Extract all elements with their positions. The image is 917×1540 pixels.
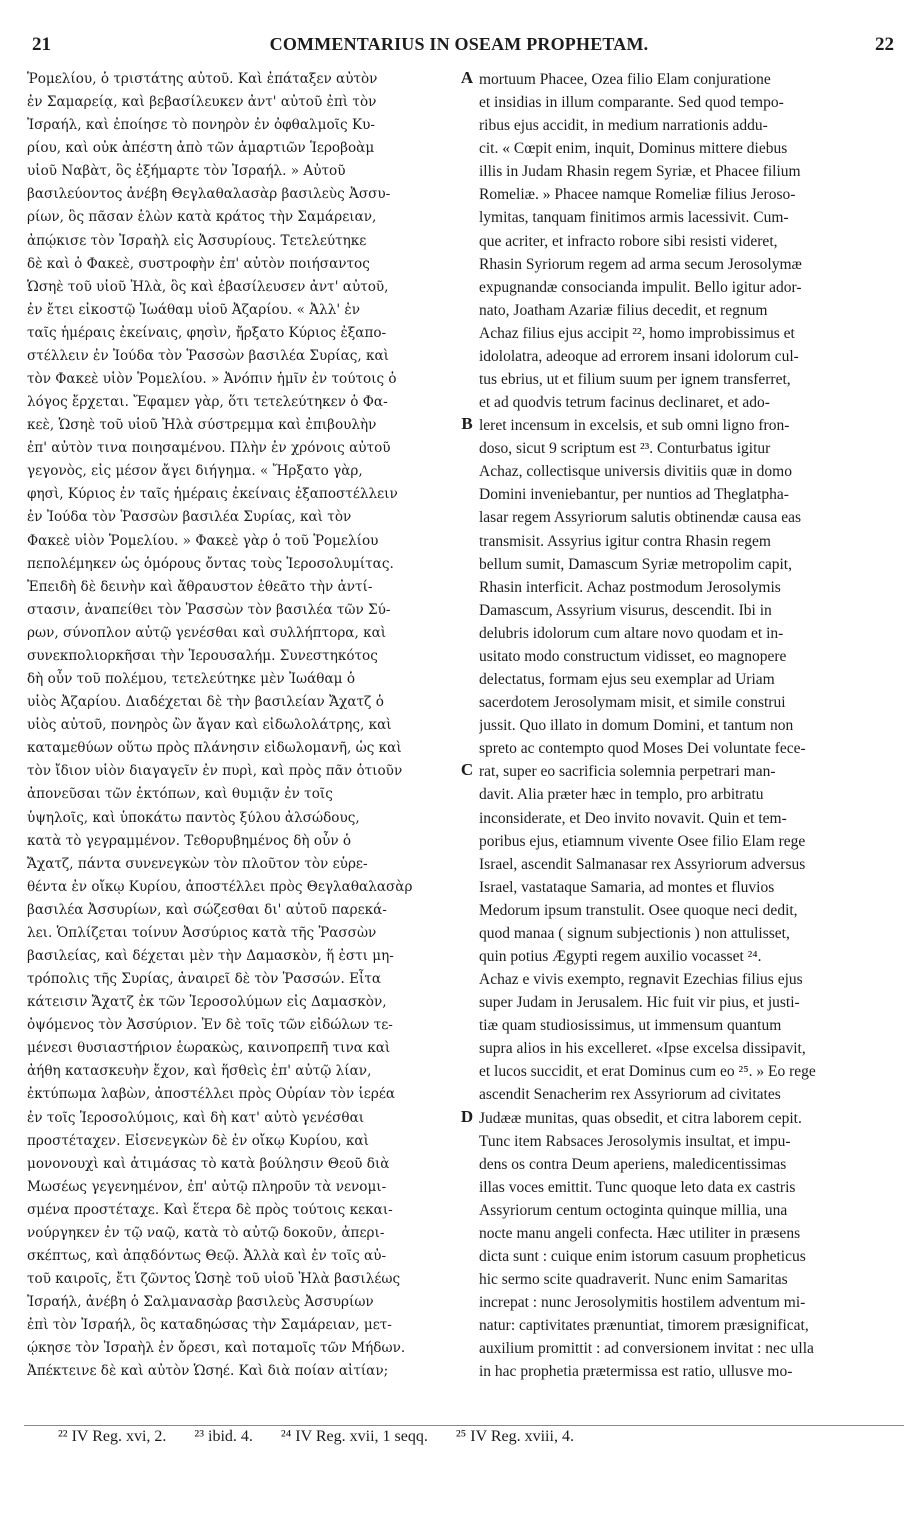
latin-text-line: leret incensum in excelsis, et sub omni ligno fron-: [479, 417, 790, 435]
greek-text-line: γεγονὸς, εἰς μέσον ἄγει διήγημα. « Ἤρξατο γὰρ,: [27, 463, 363, 480]
footnote: ²² IV Reg. xvi, 2.: [58, 1428, 167, 1445]
greek-text-line: Ἰσραήλ, καὶ ἐποίησε τὸ πονηρὸν ἐν ὀφθαλμοῖς Κυ-: [27, 117, 375, 134]
latin-text-line: supra alios in his excelleret. «Ipse excelsa dissipavit,: [479, 1040, 806, 1058]
greek-text-line: θέντα ἐν οἴκῳ Κυρίου, ἀποστέλλει πρὸς Θεγλαθαλασὰρ: [27, 878, 413, 895]
latin-text-line: Assyriorum centum octoginta quinque millia, una: [479, 1201, 788, 1219]
latin-text-line: mortuum Phacee, Ozea filio Elam conjuratione: [479, 71, 771, 88]
latin-text-line: Domini inveniebantur, per nuntios ad Theglatpha-: [479, 486, 789, 504]
footnotes: [58, 1428, 858, 1446]
latin-text-line: transmisit. Assyrius igitur contra Rhasin regem: [479, 532, 771, 550]
latin-text-line: hic sermo scite quadraverit. Nunc enim Samaritas: [479, 1271, 788, 1289]
footnote: ²³ ibid. 4.: [194, 1428, 253, 1445]
latin-text-line: dicta sunt : cuique enim istorum casuum propheticus: [479, 1247, 806, 1265]
greek-text-line: ἐκτύπωμα λαβὼν, ἀποστέλλει πρὸς Οὐρίαν τὸν ἱερέα: [27, 1086, 396, 1103]
greek-text-line: λόγος ἔρχεται. Ἔφαμεν γὰρ, ὅτι τετελεύτηκεν ὁ Φα-: [27, 394, 388, 411]
left-page-number: 21: [32, 34, 51, 55]
greek-text-line: συνεκπολιορκῆσαι τὴν Ἱερουσαλήμ. Συνεστηκότος: [27, 647, 378, 664]
greek-text-line: Ἰσραήλ, ἀνέβη ὁ Σαλμανασὰρ βασιλεὺς Ἀσσυρίων: [27, 1294, 374, 1311]
footnote-divider: [24, 1425, 904, 1426]
greek-text-line: ἐπ' αὐτὸν τινα ποιησαμένου. Πλὴν ἐν χρόνοις αὐτοῦ: [27, 440, 391, 457]
greek-text-line: ταῖς ἡμέραις ἐκείναις, φησὶν, ἤρξατο Κύριος ἐξαπο-: [27, 324, 387, 341]
latin-text-line: que acriter, et infracto robore sibi resisti videret,: [479, 232, 778, 250]
greek-text-line: σκέπτως, καὶ ἀπᾳδόντως Θεῷ. Ἀλλὰ καὶ ἐν τοῖς αὐ-: [27, 1247, 387, 1264]
latin-text-line: usitato modo constructum vidisset, eo magnopere: [479, 647, 787, 665]
greek-text-line: ρίου, καὶ οὐκ ἀπέστη ἀπὸ τῶν ἁμαρτιῶν Ἱεροβοὰμ: [27, 140, 375, 157]
greek-text-line: βασιλεύοντος ἀνέβη Θεγλαθαλασὰρ βασιλεὺς Ἀσσυ-: [27, 186, 391, 203]
greek-text-line: κατὰ τὸ γεγραμμένον. Τεθορυβημένος δὴ οὖν ὁ: [27, 832, 352, 849]
latin-text-line: Rhasin interficit. Achaz postmodum Jerosolymis: [479, 578, 781, 596]
greek-text-line: ἀπονεῦσαι τῶν ἐκτόπων, καὶ θυμιᾷν ἐν τοῖς: [27, 786, 333, 803]
greek-text-line: τρόπολις τῆς Συρίας, ἀναιρεῖ δὲ τὸν Ῥασσών. Εἶτα: [27, 971, 382, 988]
latin-text-line: Achaz, collectisque universis divitiis quæ in domo: [479, 463, 792, 481]
latin-text-line: Israel, vastataque Samaria, ad montes et fluvios: [479, 878, 775, 896]
latin-text-line: jussit. Quo illato in domum Domini, et tantum non: [479, 717, 794, 735]
latin-text-line: et ad quodvis tetrum facinus declinaret, et ado-: [479, 394, 770, 412]
latin-text-line: illas voces emittit. Tunc quoque leto data ex castris: [479, 1178, 796, 1196]
latin-text-line: quin potius Ægypti regem auxilio vocasset ²⁴.: [479, 947, 762, 965]
greek-text-line: μονονουχὶ καὶ ἀτιμάσας τὸ κατὰ βούλησιν Θεοῦ διὰ: [27, 1155, 390, 1172]
latin-text-line: illis in Judam Rhasin regem Syriæ, et Phacee filium: [479, 163, 801, 181]
greek-text-line: βασιλείας, καὶ δέχεται μὲν τὴν Δαμασκὸν, ἥ ἐστι μη-: [27, 947, 394, 964]
greek-text-line: ἐπὶ τὸν Ἰσραήλ, ὃς καταδηώσας τὴν Σαμάρειαν, μετ-: [27, 1317, 392, 1334]
latin-text-line: et insidias in illum comparante. Sed quod tempo-: [479, 94, 784, 112]
greek-text-line: ἐν ἔτει εἰκοστῷ Ἰωάθαμ υἱοῦ Ἀζαρίου. « Ἀλλ' ἐν: [27, 301, 360, 318]
greek-text-line: κάτεισιν Ἄχατζ ἐκ τῶν Ἱεροσολύμων εἰς Δαμασκὸν,: [27, 994, 387, 1011]
latin-text-line: tiæ quam studiosissimus, ut immensum quantum: [479, 1017, 782, 1035]
latin-text-line: rat, super eo sacrificia solemnia perpetrari man-: [479, 763, 776, 781]
greek-text-line: κεὲ, Ὡσηὲ τοῦ υἱοῦ Ἠλὰ σύστρεμμα καὶ ἐπιβουλὴν: [27, 417, 377, 434]
latin-text-line: idololatra, adeoque ad errorem insani idolorum cul-: [479, 347, 799, 365]
greek-text-column: [27, 68, 457, 1383]
greek-text-line: Ἄχατζ, πάντα συνενεγκὼν τὸν πλοῦτον τὸν εὑρε-: [27, 855, 368, 872]
latin-text-line: cit. « Cœpit enim, inquit, Dominus mittere diebus: [479, 140, 788, 158]
latin-text-line: Judææ munitas, quas obsedit, et citra laborem cepit.: [479, 1109, 802, 1127]
latin-text-line: doso, sicut 9 scriptum est ²³. Conturbatus igitur: [479, 440, 771, 458]
latin-text-line: quod manaa ( signum subjectionis ) non attulisset,: [479, 924, 790, 942]
latin-text-line: Israel, ascendit Salmanasar rex Assyriorum adversus: [479, 855, 806, 873]
greek-text-line: ἀπῴκισε τὸν Ἰσραὴλ εἰς Ἀσσυρίους. Τετελεύτηκε: [27, 232, 367, 249]
latin-text-line: Achaz filius ejus accipit ²², homo improbissimus et: [479, 324, 795, 342]
greek-text-line: πεπολέμηκεν ὡς ὁμόρους ὄντας τοὺς Ἱεροσολυμίτας.: [27, 555, 394, 572]
footnote: ²⁵ IV Reg. xviii, 4.: [455, 1428, 574, 1445]
latin-text-line: Romeliæ. » Phacee namque Romeliæ filius Jeroso-: [479, 186, 796, 204]
latin-text-line: natur: captivitates prænuntiat, timorem præsignificat,: [479, 1317, 809, 1335]
latin-text-line: Rhasin Syriorum regem ad arma secum Jerosolymæ: [479, 255, 802, 273]
greek-text-line: ἐν Ἰούδα τὸν Ῥασσὼν βασιλέα Συρίας, καὶ τὸν: [27, 509, 352, 526]
greek-text-line: Ἐπειδὴ δὲ δεινὴν καὶ ἄθραυστον ἑθεᾶτο τὴν ἀντί-: [27, 578, 373, 595]
latin-text-line: nocte manu angeli confecta. Hæc utiliter in præsens: [479, 1224, 801, 1242]
running-title: COMMENTARIUS IN OSEAM PROPHETAM.: [269, 34, 649, 54]
greek-text-line: υἱὸς Ἀζαρίου. Διαδέχεται δὲ τὴν βασιλείαν Ἄχατζ ὁ: [27, 694, 384, 711]
latin-text-line: Achaz e vivis exempto, regnavit Ezechias filius ejus: [479, 971, 803, 989]
latin-text-line: delectatus, formam ejus seu exemplar ad Uriam: [479, 671, 775, 689]
greek-text-line: ἐν τοῖς Ἱεροσολύμοις, καὶ δὴ κατ' αὐτὸ γενέσθαι: [27, 1109, 365, 1126]
latin-text-line: increpat : nunc Jerosolymitis hostilem adventum mi-: [479, 1294, 806, 1312]
latin-text-line: expugnandæ consocianda impulit. Bello igitur ador-: [479, 278, 802, 296]
latin-text-line: davit. Alia præter hæc in templo, pro arbitratu: [479, 786, 764, 804]
greek-text-line: σμένα προστέταχε. Καὶ ἕτερα δὲ πρὸς τούτοις κεκαι-: [27, 1201, 393, 1218]
right-page-number: 22: [875, 34, 894, 55]
latin-text-line: lymitas, tanquam finitimos armis lacessivit. Cum-: [479, 209, 789, 227]
greek-text-line: καταμεθύων οὕτω πρὸς πλάνησιν εἰδωλομανῆ, ὡς καὶ: [27, 740, 402, 757]
latin-text-line: delubris idolorum cum altare novo quodam et in-: [479, 624, 784, 642]
latin-text-line: tus ebrius, ut et filium suum per ignem transferret,: [479, 371, 791, 389]
greek-text-line: ὑψηλοῖς, καὶ ὑποκάτω παντὸς ξύλου ἀλσώδους,: [27, 809, 360, 826]
greek-text-line: ῴκησε τὸν Ἰσραὴλ ἐν ὄρεσι, καὶ ποταμοῖς τῶν Μήδων.: [27, 1340, 406, 1357]
greek-text-line: στέλλειν ἐν Ἰούδα τὸν Ῥασσὼν βασιλέα Συρίας, καὶ: [27, 347, 390, 364]
greek-text-line: δὴ οὖν τοῦ πολέμου, τετελεύτηκε μὲν Ἰωάθαμ ὁ: [27, 671, 356, 688]
greek-text-line: υἱὸς αὐτοῦ, πονηρὸς ὢν ἄγαν καὶ εἰδωλολάτρης, καὶ: [27, 717, 392, 734]
latin-text-line: nato, Joatham Azariæ filius decedit, et regnum: [479, 301, 768, 319]
greek-text-line: Ἀπέκτεινε δὲ καὶ αὐτὸν Ὡσηέ. Καὶ διὰ ποίαν αἰτίαν;: [27, 1363, 389, 1380]
margin-marker-d: D: [460, 1107, 474, 1126]
margin-marker-a: A: [460, 68, 474, 87]
greek-text-line: Μωσέως γεγενημένον, ἐπ' αὐτῷ πληροῦν τὰ νενομι-: [27, 1178, 387, 1195]
greek-text-line: λει. Ὁπλίζεται τοίνυν Ἀσσύριος κατὰ τῆς Ῥασσὼν: [27, 924, 377, 941]
greek-text-line: Ῥομελίου, ὁ τριστάτης αὐτοῦ. Καὶ ἐπάταξεν αὐτὸν: [27, 71, 378, 87]
page-header: [24, 34, 894, 62]
latin-text-line: lasar regem Assyriorum salutis obtinendæ causa eas: [479, 509, 801, 527]
greek-text-line: στασιν, ἀναπείθει τὸν Ῥασσὼν τὸν βασιλέα τῶν Σύ-: [27, 601, 391, 618]
latin-text-line: super Judam in Jerusalem. Hic fuit vir pius, et justi-: [479, 994, 800, 1012]
footnote: ²⁴ IV Reg. xvii, 1 seqq.: [280, 1428, 428, 1445]
greek-text-line: τὸν ἴδιον υἱὸν διαγαγεῖν ἐν πυρὶ, καὶ πρὸς πᾶν ὁτιοῦν: [27, 763, 403, 780]
latin-text-line: Medorum ipsum transtulit. Osee quoque neci dedit,: [479, 901, 798, 919]
latin-text-line: auxilium promittit : ad conversionem invitat : nec ulla: [479, 1340, 814, 1358]
greek-text-line: ρων, σύνοπλον αὐτῷ γενέσθαι καὶ συλλήπτορα, καὶ: [27, 624, 387, 641]
latin-text-line: Damascum, Assyrium visurus, descendit. Ibi in: [479, 601, 772, 619]
latin-text-line: dens os contra Deum aperiens, maledicentissimas: [479, 1155, 787, 1173]
greek-text-line: προστέταχεν. Εἰσενεγκὼν δὲ ἐν οἴκῳ Κυρίου, καὶ: [27, 1132, 369, 1149]
latin-text-line: inconsiderate, et Deo invito novavit. Quin et tem-: [479, 809, 787, 827]
greek-text-line: δὲ καὶ ὁ Φακεὲ, συστροφὴν ἐπ' αὐτὸν ποιήσαντος: [27, 255, 370, 272]
latin-text-line: ribus ejus accidit, in medium narrationis addu-: [479, 117, 768, 135]
greek-text-line: Φακεὲ υἱὸν Ῥομελίου. » Φακεὲ γὰρ ὁ τοῦ Ῥομελίου: [27, 532, 379, 549]
latin-text-line: bellum sumit, Damascum Syriæ metropolim capit,: [479, 555, 792, 573]
latin-text-line: ascendit Senacherim rex Assyriorum ad civitates: [479, 1086, 781, 1104]
latin-text-line: et lucos succidit, et erat Dominus cum eo ²⁵. » Eo rege: [479, 1063, 816, 1081]
greek-text-line: ἀήθη κατασκευὴν ἔχον, καὶ ἥσθεὶς ἐπ' αὐτῷ λίαν,: [27, 1063, 372, 1080]
greek-text-line: ρίων, ὃς πᾶσαν ἑλὼν κατὰ κράτος τὴν Σαμάρειαν,: [27, 209, 377, 226]
greek-text-line: βασιλέα Ἀσσυρίων, καὶ σώζεσθαι δι' αὐτοῦ παρεκά-: [27, 901, 387, 918]
margin-marker-c: C: [460, 760, 474, 779]
greek-text-line: φησὶ, Κύριος ἐν ταῖς ἡμέραις ἐκείναις ἐξαποστέλλειν: [27, 486, 398, 503]
greek-text-line: τὸν Φακεὲ υἱὸν Ῥομελίου. » Ἀνόπιν ἡμῖν ἐν τούτοις ὁ: [27, 371, 397, 388]
greek-text-line: υἱοῦ Ναβὰτ, ὃς ἐξήμαρτε τὸν Ἰσραήλ. » Αὐτοῦ: [27, 163, 346, 180]
greek-text-line: μένεσι θυσιαστήριον ἑωρακὼς, καινοπρεπῆ τινα καὶ: [27, 1040, 391, 1057]
greek-text-line: Ὡσηὲ τοῦ υἱοῦ Ἠλὰ, ὃς καὶ ἐβασίλευσεν ἀντ' αὐτοῦ,: [27, 278, 389, 295]
greek-text-line: νούργηκεν ἐν τῷ ναῷ, κατὰ τὸ αὐτῷ δοκοῦν, ἀπερι-: [27, 1224, 385, 1241]
latin-text-line: poribus ejus, etiamnum vivente Osee filio Elam rege: [479, 832, 806, 850]
latin-text-line: in hac prophetia prætermissa est ratio, ullusve mo-: [479, 1363, 793, 1381]
margin-marker-b: B: [461, 414, 473, 433]
latin-text-column: [479, 68, 911, 1383]
latin-text-line: sacerdotem Jerosolymam misit, et simile construi: [479, 694, 786, 712]
greek-text-line: ὀψόμενος τὸν Ἀσσύριον. Ἐν δὲ τοῖς τῶν εἰδώλων τε-: [27, 1017, 393, 1034]
latin-text-line: spreto ac contempto quod Moses Dei voluntate fece-: [479, 740, 806, 758]
greek-text-line: τοῦ καιροῖς, ἔτι ζῶντος Ὡσηὲ τοῦ υἱοῦ Ἠλὰ βασιλέως: [27, 1271, 401, 1288]
greek-text-line: ἐν Σαμαρείᾳ, καὶ βεβασίλευκεν ἀντ' αὐτοῦ ἐπὶ τὸν: [27, 94, 377, 111]
latin-text-line: Tunc item Rabsaces Jerosolymis insultat, et impu-: [479, 1132, 791, 1150]
